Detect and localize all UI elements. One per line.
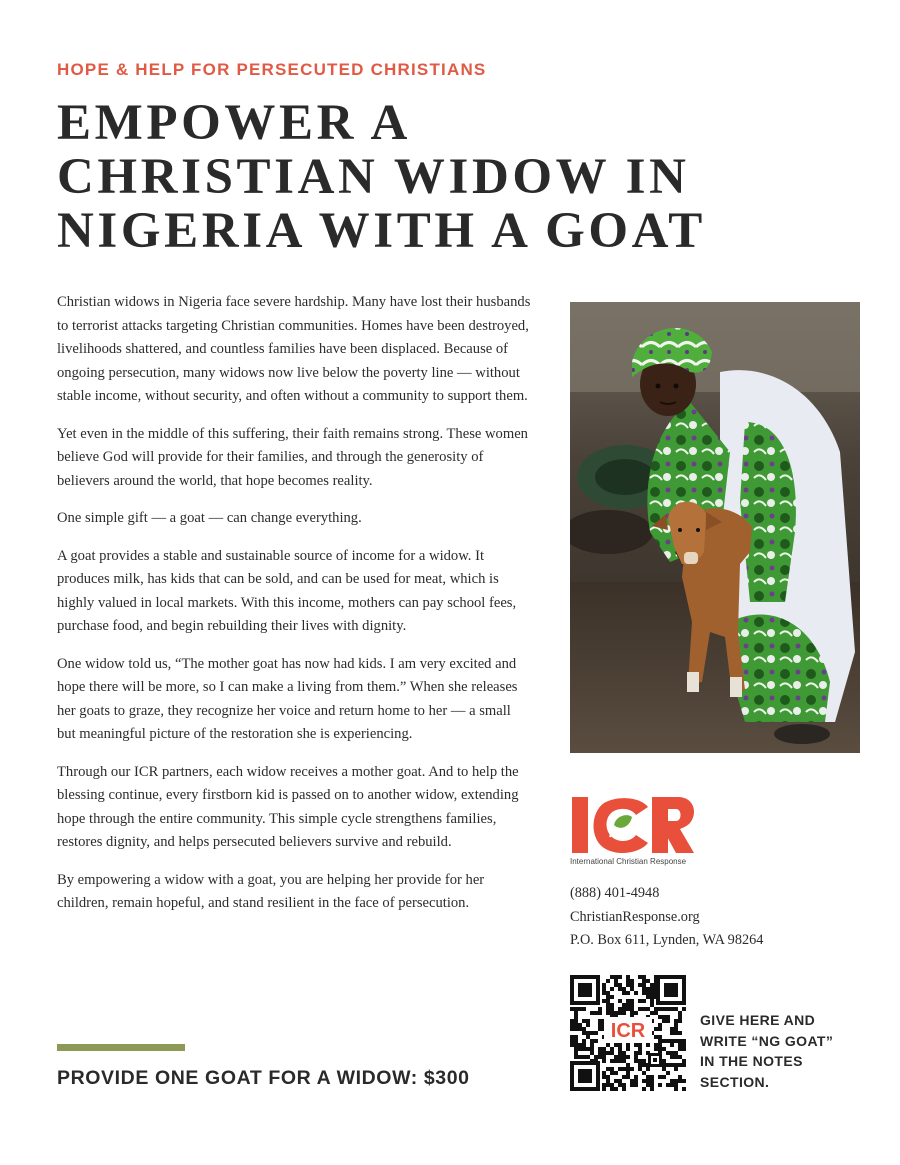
body-paragraph: Yet even in the middle of this suffering, their faith remains strong. These women believe God will provide for their families, and through the generosity of believers around the world, that hope becomes reality. <box>57 425 528 489</box>
body-paragraph: One widow told us, “The mother goat has now had kids. I am very excited and hope there will be more, so I can make a living from them.” When she releases her goats to graze, they recognize her voice and return home to her — a small but meaningful picture of the restoration she is experiencing. <box>57 655 518 742</box>
body-paragraph: Christian widows in Nigeria face severe hardship. Many have lost their husbands to terrorist attacks targeting Christian communities. Homes have been destroyed, livelihoods shattered, and countless families have been displaced. Because of ongoing persecution, many widows now live below the poverty line — without stable income, without security, and often without a community to support them. <box>57 294 531 404</box>
phone-number[interactable]: (888) 401-4948 <box>570 885 660 901</box>
icr-logo-mark <box>570 793 700 857</box>
page-title <box>57 96 847 258</box>
qr-code-icon <box>570 975 686 1091</box>
photo-illustration <box>570 302 860 753</box>
body-paragraph: Through our ICR partners, each widow receives a mother goat. And to help the blessing continue, every firstborn kid is passed on to another widow, extending hope through the entire community. This simple cycle strengthens families, restores dignity, and helps persecuted believers survive and rebuild. <box>57 763 519 850</box>
mailing-address: P.O. Box 611, Lynden, WA 98264 <box>570 932 764 948</box>
contact-info <box>570 882 763 953</box>
qr-logo-text: ICR <box>610 1020 646 1042</box>
accent-bar <box>57 1044 185 1051</box>
donation-qr-code[interactable] <box>570 975 686 1091</box>
title-line: EMPOWER A <box>57 95 411 151</box>
title-line: CHRISTIAN WIDOW IN <box>57 149 690 205</box>
give-line: GIVE HERE AND <box>700 1012 816 1028</box>
give-instructions <box>700 1010 870 1092</box>
give-line: IN THE NOTES <box>700 1053 803 1069</box>
title-line: NIGERIA WITH A GOAT <box>57 203 706 259</box>
donation-call-to-action: PROVIDE ONE GOAT FOR A WIDOW: $300 <box>57 1067 470 1089</box>
give-line: SECTION. <box>700 1073 770 1090</box>
body-paragraph: One simple gift — a goat — can change everything. <box>57 510 362 526</box>
kicker-heading: HOPE & HELP FOR PERSECUTED CHRISTIANS <box>57 60 487 79</box>
body-text <box>57 291 532 930</box>
body-paragraph: A goat provides a stable and sustainable source of income for a widow. It produces milk, has kids that can be sold, and can be used for meat, which is highly valued in local markets. With this income, mothers can pay school fees, purchase food, and begin rebuilding their lives with dignity. <box>57 547 517 634</box>
body-paragraph: By empowering a widow with a goat, you are helping her provide for her children, remain hopeful, and stand resilient in the face of persecution. <box>57 871 485 911</box>
logo-subtitle: International Christian Response <box>570 857 687 866</box>
icr-logo <box>570 793 700 867</box>
website-link[interactable]: ChristianResponse.org <box>570 908 700 925</box>
give-line: WRITE “NG GOAT” <box>700 1032 834 1049</box>
widow-with-goat-photo <box>570 302 860 753</box>
